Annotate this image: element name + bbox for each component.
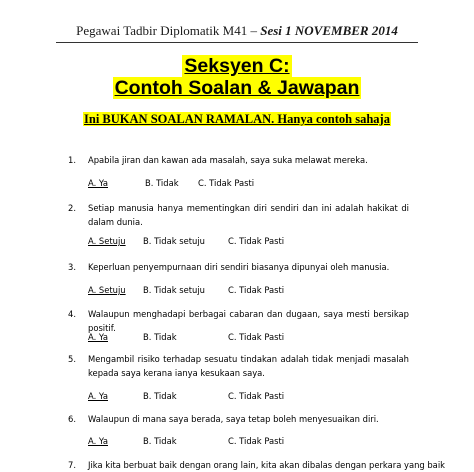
option-a-answer: A. Ya bbox=[88, 332, 108, 342]
option-a-answer: A. Setuju bbox=[88, 285, 126, 295]
question-text: Walaupun di mana saya berada, saya tetap boleh menyesuaikan diri. bbox=[88, 414, 379, 424]
question-number: 6. bbox=[68, 414, 76, 424]
question-text: Setiap manusia hanya mementingkan diri sendiri dan ini adalah hakikat di dalam dunia. bbox=[88, 203, 409, 227]
option-a-answer: A. Ya bbox=[88, 178, 108, 188]
document-header bbox=[0, 23, 474, 39]
title-line-2: Contoh Soalan & Jawapan bbox=[114, 77, 360, 99]
option-b: B. Tidak bbox=[143, 436, 177, 446]
option-b: B. Tidak bbox=[145, 178, 179, 188]
option-b: B. Tidak bbox=[143, 332, 177, 342]
option-a-answer: A. Ya bbox=[88, 391, 108, 401]
question-text: Jika kita berbuat baik dengan orang lain, kita akan dibalas dengan perkara yang baik bbox=[88, 460, 445, 470]
option-a-answer: A. Ya bbox=[88, 436, 108, 446]
question-number: 7. bbox=[68, 460, 76, 470]
header-left: Pegawai Tadbir Diplomatik M41 – bbox=[76, 23, 261, 38]
question-number: 5. bbox=[68, 354, 76, 364]
question-number: 3. bbox=[68, 262, 76, 272]
option-c: C. Tidak Pasti bbox=[228, 391, 285, 401]
header-divider bbox=[56, 42, 418, 43]
option-c: C. Tidak Pasti bbox=[228, 236, 285, 246]
option-b: B. Tidak bbox=[143, 391, 177, 401]
question-number: 1. bbox=[68, 155, 76, 165]
section-title bbox=[0, 55, 474, 99]
question-text: Walaupun menghadapi berbagai cabaran dan dugaan, saya mesti bersikap positif. bbox=[88, 309, 409, 333]
question-text: Mengambil risiko terhadap sesuatu tindakan adalah tidak menjadi masalah kepada saya kerana ianya kesukaan saya. bbox=[88, 354, 409, 378]
header-session: Sesi 1 NOVEMBER 2014 bbox=[260, 23, 398, 38]
subtitle-text: Ini BUKAN SOALAN RAMALAN. Hanya contoh sahaja bbox=[84, 112, 390, 126]
option-c: C. Tidak Pasti bbox=[228, 285, 285, 295]
question-text: Keperluan penyempurnaan diri sendiri biasanya dipunyai oleh manusia. bbox=[88, 262, 390, 272]
question-number: 4. bbox=[68, 309, 76, 319]
question-7 bbox=[68, 458, 445, 470]
title-line-1: Seksyen C: bbox=[184, 55, 290, 77]
option-a-answer: A. Setuju bbox=[88, 236, 126, 246]
option-c: C. Tidak Pasti bbox=[228, 436, 285, 446]
option-b: B. Tidak setuju bbox=[143, 285, 205, 295]
option-b: B. Tidak setuju bbox=[143, 236, 205, 246]
subtitle bbox=[0, 108, 474, 127]
option-c: C. Tidak Pasti bbox=[228, 332, 285, 342]
option-c: C. Tidak Pasti bbox=[198, 178, 255, 188]
question-number: 2. bbox=[68, 203, 76, 213]
question-text: Apabila jiran dan kawan ada masalah, saya suka melawat mereka. bbox=[88, 155, 368, 165]
